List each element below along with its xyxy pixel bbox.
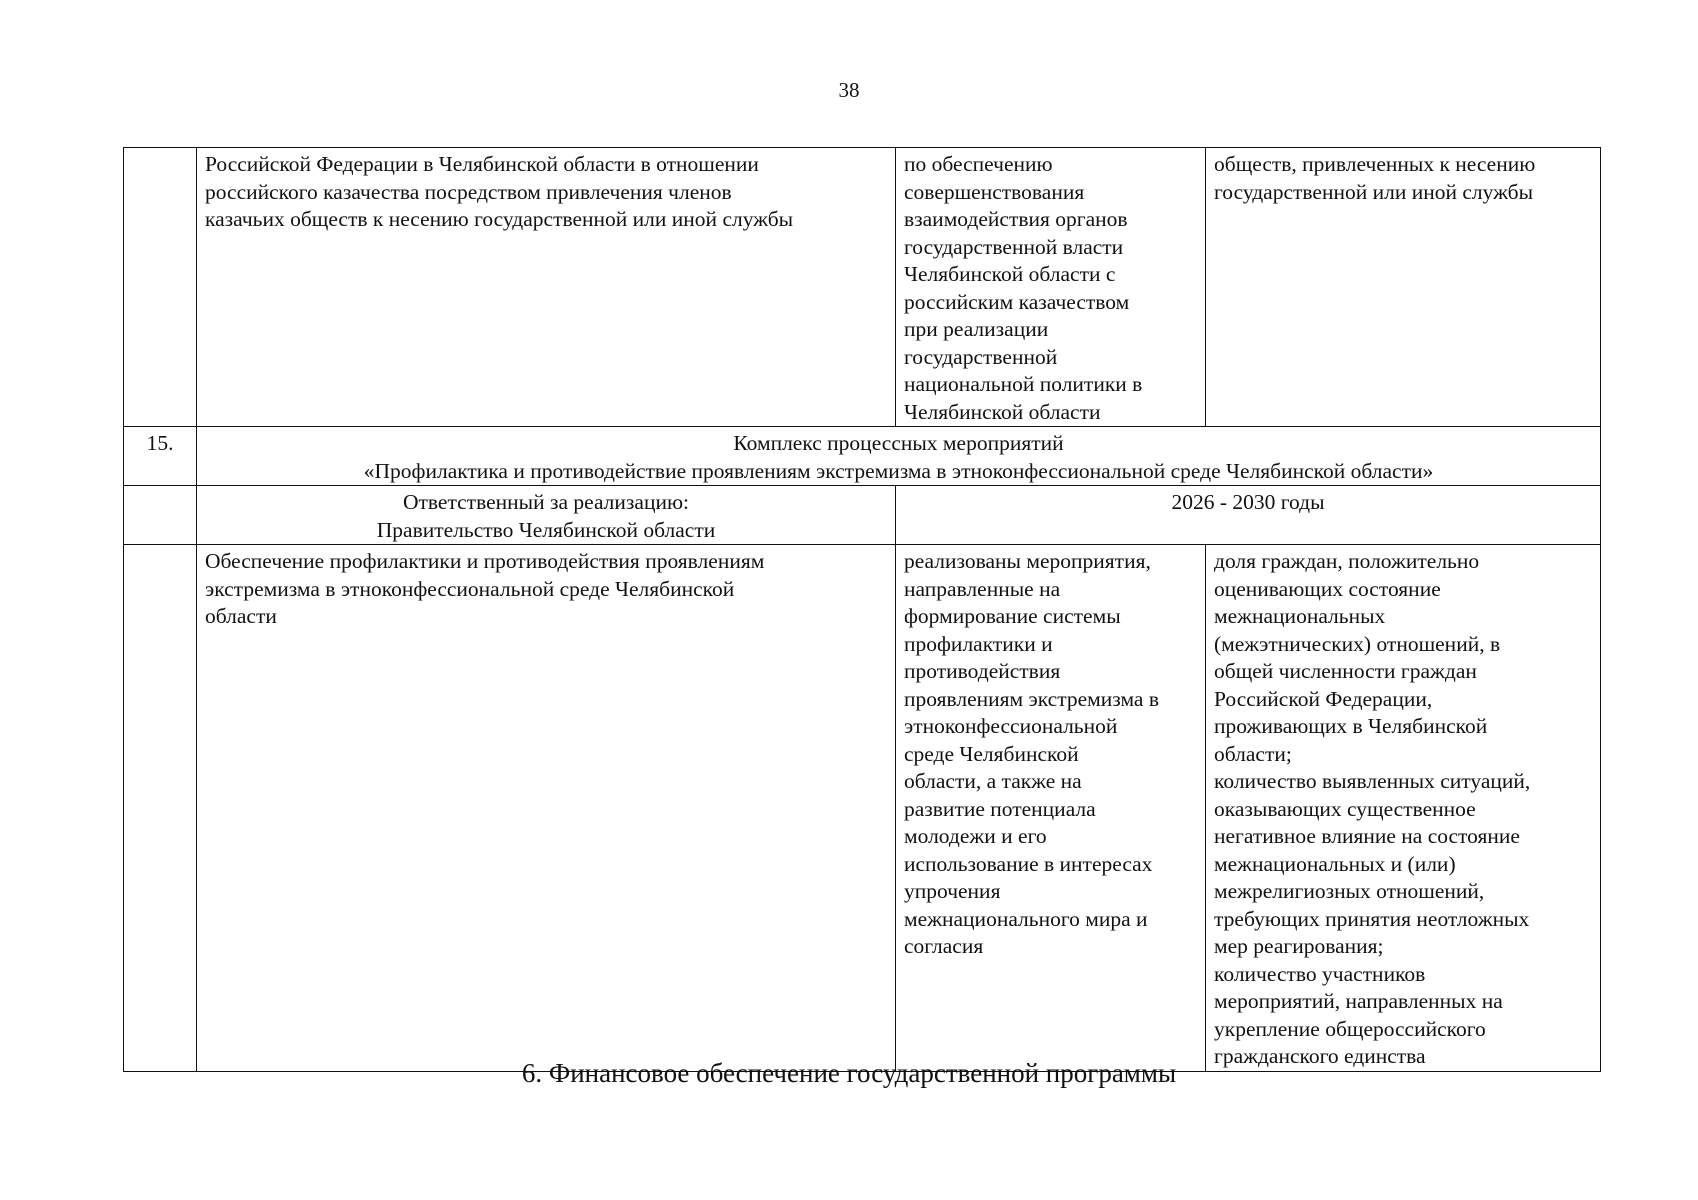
description-line: Российской Федерации в Челябинской области в отношении bbox=[205, 152, 759, 176]
indicator-line: негативное влияние на состояние bbox=[1214, 824, 1520, 848]
task-line: совершенствования bbox=[904, 179, 1085, 204]
row-number-cell bbox=[124, 148, 197, 427]
indicator-line: количество участников bbox=[1214, 961, 1426, 986]
task-line: реализованы мероприятия, bbox=[904, 549, 1151, 573]
indicator-line: мер реагирования; bbox=[1214, 934, 1384, 958]
indicator-line: количество выявленных ситуаций, bbox=[1214, 769, 1531, 793]
indicator-line: межнациональных bbox=[1214, 604, 1386, 628]
description-line: казачьих обществ к несению государственной или иной службы bbox=[205, 207, 794, 231]
task-line: по обеспечению bbox=[904, 152, 1053, 176]
table-row bbox=[124, 148, 1601, 427]
indicator-line: мероприятий, направленных на bbox=[1214, 989, 1503, 1013]
complex-title-line: «Профилактика и противодействие проявлениям экстремизма в этноконфессиональной среде Челябинской области» bbox=[363, 458, 1434, 483]
task-line: Челябинской области с bbox=[904, 262, 1116, 286]
task-line: государственной власти bbox=[904, 234, 1124, 259]
description-line: Обеспечение профилактики и противодействия проявлениям bbox=[205, 549, 765, 573]
description-line: российского казачества посредством привлечения членов bbox=[205, 179, 732, 204]
indicator-line: требующих принятия неотложных bbox=[1214, 906, 1530, 931]
task-line: российским казачеством bbox=[904, 289, 1130, 314]
indicator-line: межнациональных и (или) bbox=[1214, 851, 1456, 876]
responsible-name: Правительство Челябинской области bbox=[376, 517, 716, 542]
description-line: области bbox=[205, 604, 277, 628]
task-line: национальной политики в bbox=[904, 372, 1143, 396]
indicator-line: межрелигиозных отношений, bbox=[1214, 879, 1485, 903]
description-cell bbox=[197, 148, 896, 427]
task-line: взаимодействия органов bbox=[904, 207, 1128, 231]
section-heading: 6. Финансовое обеспечение государственной программы bbox=[521, 1058, 1177, 1088]
description-line: экстремизма в этноконфессиональной среде Челябинской bbox=[205, 576, 735, 601]
task-line: среде Челябинской bbox=[904, 741, 1079, 766]
task-line: согласия bbox=[904, 934, 984, 958]
indicator-cell bbox=[1206, 148, 1601, 427]
indicator-line: оказывающих существенное bbox=[1214, 796, 1476, 821]
indicator-line: (межэтнических) отношений, в bbox=[1214, 631, 1501, 656]
task-line: межнационального мира и bbox=[904, 906, 1148, 931]
indicator-line: доля граждан, положительно bbox=[1214, 549, 1480, 573]
task-line: профилактики и bbox=[904, 631, 1053, 656]
task-line: формирование системы bbox=[904, 604, 1121, 628]
task-line: области, а также на bbox=[904, 769, 1082, 793]
indicator-line: гражданского единства bbox=[1214, 1044, 1426, 1068]
table-row bbox=[124, 427, 1601, 486]
task-line: направленные на bbox=[904, 576, 1061, 601]
responsible-label: Ответственный за реализацию: bbox=[402, 490, 689, 514]
complex-title-line: Комплекс процессных мероприятий bbox=[733, 431, 1064, 455]
task-line: проявлениям экстремизма в bbox=[904, 686, 1159, 711]
task-line: этноконфессиональной bbox=[904, 714, 1118, 738]
indicator-line: проживающих в Челябинской bbox=[1214, 714, 1488, 738]
complex-title-cell bbox=[197, 427, 1601, 486]
indicator-line: Российской Федерации, bbox=[1214, 686, 1433, 711]
indicator-line: обществ, привлеченных к несению bbox=[1214, 152, 1536, 176]
indicator-line: оценивающих состояние bbox=[1214, 576, 1441, 601]
task-line: упрочения bbox=[904, 879, 1001, 903]
indicator-line: общей численности граждан bbox=[1214, 659, 1477, 683]
measures-table bbox=[123, 147, 1601, 1072]
task-cell bbox=[896, 148, 1206, 427]
row-number-cell: 15. bbox=[124, 427, 197, 486]
page-number: 38 bbox=[838, 78, 860, 102]
responsible-cell bbox=[197, 486, 896, 545]
indicator-line: государственной или иной службы bbox=[1214, 179, 1534, 204]
task-line: Челябинской области bbox=[904, 399, 1101, 424]
description-cell bbox=[197, 545, 896, 1072]
task-line: молодежи и его bbox=[904, 824, 1047, 848]
indicator-line: укрепление общероссийского bbox=[1214, 1016, 1486, 1041]
indicator-line: области; bbox=[1214, 741, 1292, 766]
table-row bbox=[124, 545, 1601, 1072]
task-cell bbox=[896, 545, 1206, 1072]
row-number-cell bbox=[124, 545, 197, 1072]
task-line: развитие потенциала bbox=[904, 796, 1096, 821]
period-cell: 2026 - 2030 годы bbox=[896, 486, 1601, 545]
task-line: государственной bbox=[904, 344, 1058, 369]
row-number-cell bbox=[124, 486, 197, 545]
task-line: использование в интересах bbox=[904, 851, 1153, 876]
task-line: противодействия bbox=[904, 659, 1061, 683]
indicator-cell bbox=[1206, 545, 1601, 1072]
task-line: при реализации bbox=[904, 317, 1049, 341]
table-row bbox=[124, 486, 1601, 545]
